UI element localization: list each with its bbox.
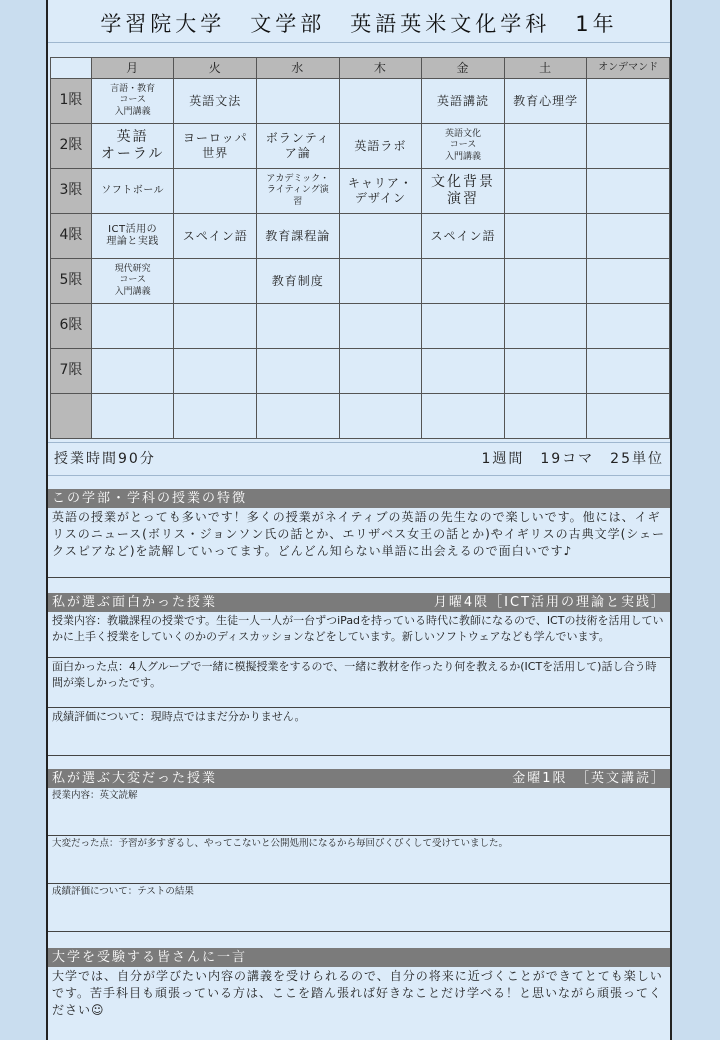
message-heading-text: 大学を受験する皆さんに一言 <box>52 950 248 965</box>
timetable-row <box>51 124 670 169</box>
timetable-row <box>51 79 670 124</box>
hard-class-heading <box>48 769 670 788</box>
timetable-row <box>51 214 670 259</box>
day-header: 金 <box>422 58 505 79</box>
timetable-cell <box>587 169 670 214</box>
timetable-cell: 英語講読 <box>422 79 505 124</box>
timetable-cell <box>339 259 422 304</box>
timetable-cell <box>587 304 670 349</box>
fun-class-heading-text: 私が選ぶ面白かった授業 <box>52 595 218 610</box>
timetable-cell <box>91 349 174 394</box>
timetable-cell <box>256 304 339 349</box>
timetable-cell: 教育課程論 <box>256 214 339 259</box>
timetable-cell: 英語文法 <box>174 79 257 124</box>
fun-class-content: 授業内容：教職課程の授業です。生徒一人一人が一台ずつiPadを持っている時代に教師になるので、ICTの技術を活用していかに上手く授業をしていくのかのディスカッションなどをしています。新しいソフトウェアなども学んでいます。 <box>48 612 670 658</box>
timetable-row <box>51 259 670 304</box>
timetable-cell: 教育心理学 <box>504 79 587 124</box>
message-body: 大学では、自分が学びたい内容の講義を受けられるので、自分の将来に近づくことができてとても楽しいです。苦手科目も頑張っている方は、ここを踏ん張れば好きなことだけ学べる！と思いながら頑張ってください☺ <box>52 969 663 1017</box>
features-heading <box>48 489 670 508</box>
timetable-cell <box>174 349 257 394</box>
timetable-cell <box>504 349 587 394</box>
timetable-cell <box>174 259 257 304</box>
timetable-cell <box>91 304 174 349</box>
day-header: 月 <box>91 58 174 79</box>
timetable-header-row <box>51 58 670 79</box>
timetable-cell <box>91 394 174 439</box>
timetable-cell <box>587 349 670 394</box>
day-header: オンデマンド <box>587 58 670 79</box>
timetable-cell <box>504 169 587 214</box>
timetable-cell <box>587 124 670 169</box>
message-heading <box>48 948 670 967</box>
day-header: 火 <box>174 58 257 79</box>
timetable-cell <box>504 124 587 169</box>
timetable-row <box>51 169 670 214</box>
timetable-cell <box>256 79 339 124</box>
period-label: 3限 <box>51 169 92 214</box>
hard-class-course: 金曜1限 ［英文講読］ <box>512 771 666 786</box>
period-label: 6限 <box>51 304 92 349</box>
day-header: 土 <box>504 58 587 79</box>
timetable-cell <box>339 214 422 259</box>
hard-class-grading: 成績評価について：テストの結果 <box>48 884 670 932</box>
timetable-cell <box>587 214 670 259</box>
timetable-cell <box>587 259 670 304</box>
day-header: 水 <box>256 58 339 79</box>
timetable-cell <box>504 259 587 304</box>
timetable-cell <box>174 169 257 214</box>
hard-class-content: 授業内容：英文読解 <box>48 788 670 836</box>
timetable-cell <box>422 394 505 439</box>
timetable-cell <box>256 394 339 439</box>
timetable <box>50 57 670 439</box>
timetable-row <box>51 394 670 439</box>
features-heading-text: この学部・学科の授業の特徴 <box>52 491 248 506</box>
hard-class-heading-text: 私が選ぶ大変だった授業 <box>52 771 218 786</box>
timetable-cell <box>339 394 422 439</box>
timetable-cell: 英語 オーラル <box>91 124 174 169</box>
timetable-cell <box>504 394 587 439</box>
timetable-cell: ヨーロッパ 世界 <box>174 124 257 169</box>
timetable-cell <box>256 349 339 394</box>
class-time: 授業時間90分 <box>54 451 156 467</box>
timetable-cell: スペイン語 <box>422 214 505 259</box>
class-summary <box>48 442 670 476</box>
timetable-cell: ICT活用の 理論と実践 <box>91 214 174 259</box>
timetable-cell: アカデミック・ ライティング演 習 <box>256 169 339 214</box>
timetable-row <box>51 349 670 394</box>
timetable-cell <box>339 304 422 349</box>
timetable-cell <box>504 214 587 259</box>
period-label: 1限 <box>51 79 92 124</box>
timetable-cell <box>587 394 670 439</box>
timetable-cell: 文化背景 演習 <box>422 169 505 214</box>
timetable-cell: スペイン語 <box>174 214 257 259</box>
fun-class-course: 月曜4限［ICT活用の理論と実践］ <box>433 595 666 610</box>
timetable-cell: キャリア・ デザイン <box>339 169 422 214</box>
timetable-cell <box>587 79 670 124</box>
document-sheet <box>46 0 672 1040</box>
hard-class-point: 大変だった点：予習が多すぎるし、やってこないと公開処刑になるから毎回びくびくして受けていました。 <box>48 836 670 884</box>
period-label: 2限 <box>51 124 92 169</box>
timetable-cell <box>339 79 422 124</box>
timetable-cell <box>174 304 257 349</box>
timetable-cell: 言語・教育 コース 入門講義 <box>91 79 174 124</box>
features-body: 英語の授業がとっても多いです！多くの授業がネイティブの英語の先生なので楽しいです。他には、イギリスのニュース(ボリス・ジョンソン氏の話とか、エリザベス女王の話とか)やイギリスの古典文学(シェークスピアなど)を読解していってます。どんどん知らない単語に出会えるので面白いです♪ <box>48 508 670 578</box>
timetable-cell <box>339 349 422 394</box>
period-label: 5限 <box>51 259 92 304</box>
period-label: 4限 <box>51 214 92 259</box>
timetable-cell: ボランティ ア論 <box>256 124 339 169</box>
period-label <box>51 394 92 439</box>
timetable-cell: 教育制度 <box>256 259 339 304</box>
day-header: 木 <box>339 58 422 79</box>
fun-class-heading <box>48 593 670 612</box>
fun-class-grading: 成績評価について：現時点ではまだ分かりません。 <box>48 708 670 756</box>
timetable-cell: 英語文化 コース 入門講義 <box>422 124 505 169</box>
timetable-cell <box>174 394 257 439</box>
timetable-corner <box>51 58 92 79</box>
timetable-cell <box>422 259 505 304</box>
timetable-cell <box>422 349 505 394</box>
page-title: 学習院大学 文学部 英語英米文化学科 1年 <box>48 6 670 43</box>
timetable-cell: 英語ラボ <box>339 124 422 169</box>
timetable-cell: 現代研究 コース 入門講義 <box>91 259 174 304</box>
timetable-row <box>51 304 670 349</box>
timetable-cell <box>504 304 587 349</box>
period-label: 7限 <box>51 349 92 394</box>
timetable-cell <box>422 304 505 349</box>
timetable-cell: ソフトボール <box>91 169 174 214</box>
weekly-credits: 1週間 19コマ 25単位 <box>481 451 664 467</box>
fun-class-point: 面白かった点：4人グループで一緒に模擬授業をするので、一緒に教材を作ったり何を教えるか(ICTを活用して)話し合う時間が楽しかったです。 <box>48 658 670 708</box>
